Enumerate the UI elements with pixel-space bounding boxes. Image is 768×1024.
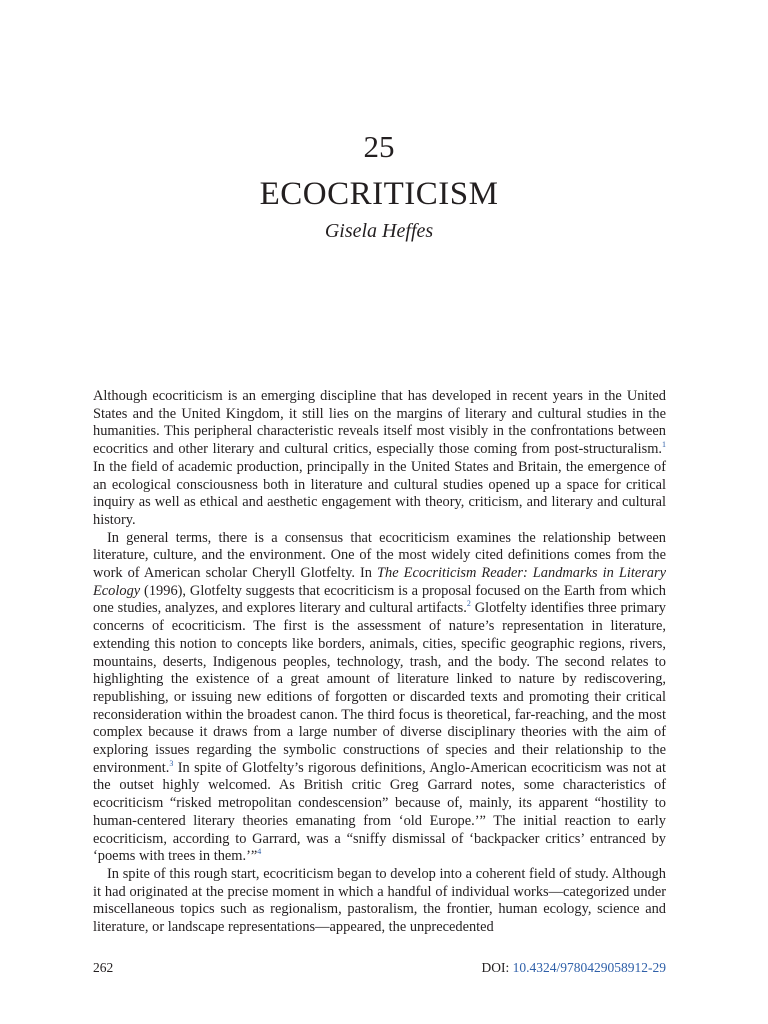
paragraph-1 xyxy=(93,388,666,530)
doi-link[interactable]: 10.4324/9780429058912-29 xyxy=(512,960,666,975)
doi xyxy=(482,958,667,978)
doi-label: DOI: xyxy=(481,960,513,975)
paragraph-3 xyxy=(93,866,666,937)
paragraph-text: In spite of this rough start, ecocriticism began to develop into a coherent field of study. Although it had originated at the precise moment in which a handful of individual works—categorized under miscellaneous topics such as regionalism, pastoralism, the frontier, human ecology, science and literature, or landscape representations—appeared, the unprecedented xyxy=(93,865,666,936)
paragraph-text: Although ecocriticism is an emerging discipline that has developed in recent years in the United States and the United Kingdom, it still lies on the margins of literary and cultural studies in the humanities. This peripheral characteristic reveals itself most visibly in the confrontations between ecocritics and other literary and cultural critics, especially those coming from post-structuralism. xyxy=(93,388,666,458)
paragraph-text: In spite of Glotfelty’s rigorous definitions, Anglo-American ecocriticism was not at the outset highly welcomed. As British critic Greg Garrard notes, some characteristics of ecocriticism “risked metropolitan condescension” because of, mainly, its apparent “hostility to human-centered literary theories emanating from ‘old Europe.’” The initial reaction to early ecocriticism, according to Garrard, was a “sniffy dismissal of ‘backpacker critics’ entranced by ‘poems with trees in them.’” xyxy=(93,759,666,865)
footnote-ref-2[interactable]: 2 xyxy=(466,599,471,609)
book-title: The Ecocriticism Reader: Landmarks in Literary Ecology xyxy=(93,565,666,599)
footnote-ref-4[interactable]: 4 xyxy=(257,847,262,857)
paragraph-2 xyxy=(93,530,666,866)
footnote-ref-1[interactable]: 1 xyxy=(662,440,666,450)
page-footer xyxy=(93,958,666,978)
paragraph-text: In general terms, there is a consensus that ecocriticism examines the relationship between literature, culture, and the environment. One of the most widely cited definitions comes from the work of American scholar Cheryll Glotfelty. In xyxy=(93,529,666,582)
chapter-number: 25 xyxy=(363,129,395,164)
paragraph-text: In the field of academic production, principally in the United States and Britain, the emergence of an ecological consciousness both in literature and cultural studies opened up a space for critical inquiry as well as ethical and aesthetic engagement with theory, criticism, and literary and cultural history. xyxy=(93,458,666,528)
page-number: 262 xyxy=(93,960,114,975)
footnote-ref-3[interactable]: 3 xyxy=(169,758,174,768)
chapter-title: ECOCRITICISM xyxy=(259,176,499,212)
body-text xyxy=(93,388,666,937)
paragraph-text: Glotfelty identifies three primary concerns of ecocriticism. The first is the assessment of nature’s representation in literature, extending this notion to concepts like borders, animals, cities, specific geographic regions, rivers, mountains, deserts, Indigenous peoples, technology, trash, and the body. The second relates to highlighting the existence of a great amount of literature linked to nature by rediscovering, republishing, or issuing new editions of forgotten or discarded texts and promoting their critical reconsideration within the broadest canon. The third focus is theoretical, far-reaching, and the most complex because it draws from a large number of diverse disciplinary theories with the aim of exploring issues regarding the symbolic constructions of species and their relationship to the environment. xyxy=(93,600,666,776)
paragraph-text: (1996), Glotfelty suggests that ecocriticism is a proposal focused on the Earth from which one studies, analyzes, and explores literary and cultural artifacts. xyxy=(93,582,666,617)
chapter-author: Gisela Heffes xyxy=(324,220,434,242)
